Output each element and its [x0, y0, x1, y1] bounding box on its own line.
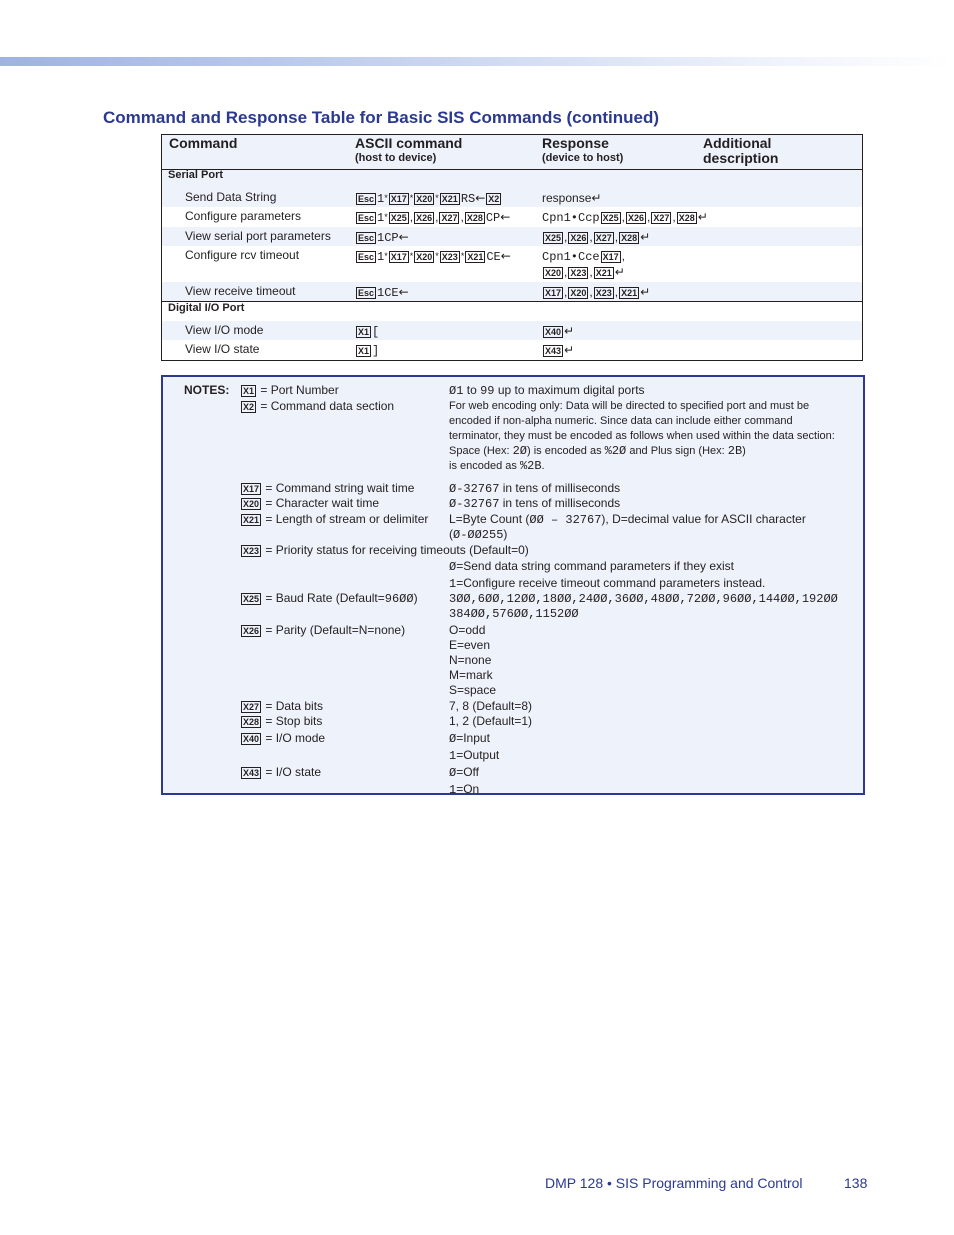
- header-ascii: [355, 136, 462, 166]
- variable-box: X20: [570, 287, 587, 298]
- ascii-command: [355, 323, 379, 340]
- code-text: ]: [372, 344, 380, 358]
- variable-box: X28: [466, 212, 483, 223]
- separator: *: [435, 251, 439, 261]
- left-arrow-icon: ←: [398, 285, 409, 299]
- note-variable-description: = Data bits: [262, 699, 324, 713]
- header-response: [542, 136, 623, 166]
- variable-box: X20: [243, 498, 260, 509]
- plain-text: ,: [614, 285, 619, 299]
- note-variable: [241, 543, 529, 558]
- plain-text: For web encoding only: Data will be directed to specified port and must be: [449, 400, 810, 412]
- variable-box: X17: [545, 287, 562, 298]
- variable-box: X25: [243, 593, 260, 604]
- code-text: Ø-32767: [449, 482, 500, 496]
- note-value-line: [449, 765, 479, 781]
- note-value-line: [449, 714, 532, 729]
- plain-text: ,: [435, 210, 439, 224]
- escape-key: Esc: [358, 232, 375, 243]
- variable-box: X27: [441, 212, 458, 223]
- row-label: View I/O state: [185, 342, 260, 356]
- row-label: Send Data String: [185, 190, 277, 204]
- code-text: Ø: [449, 560, 457, 574]
- note-value-line: [449, 591, 838, 607]
- plain-text: M=mark: [449, 668, 493, 682]
- row-label: Configure rcv timeout: [185, 248, 300, 262]
- return-arrow-icon: ↵: [640, 230, 651, 244]
- plain-text: E=even: [449, 638, 491, 652]
- variable-box: X1: [358, 345, 370, 356]
- plain-text: is encoded as: [449, 460, 520, 472]
- separator: *: [384, 251, 388, 261]
- code-text: 1: [377, 211, 385, 225]
- variable-box: X17: [390, 251, 407, 262]
- notes-heading: NOTES:: [184, 383, 230, 397]
- code-text: Cpn1•Cce: [542, 250, 600, 264]
- variable-box: X27: [595, 232, 612, 243]
- variable-box: X21: [441, 193, 458, 204]
- note-value-line: [449, 559, 734, 575]
- variable-box: X21: [595, 267, 612, 278]
- plain-text: Space (Hex:: [449, 445, 513, 457]
- note-value-line: [449, 383, 645, 399]
- section-serial-port: Serial Port: [168, 169, 224, 181]
- separator: *: [384, 193, 388, 203]
- variable-box: X23: [441, 251, 458, 262]
- variable-box: X2: [488, 193, 500, 204]
- return-arrow-icon: ↵: [564, 324, 575, 338]
- note-value-line: [449, 576, 765, 592]
- note-value-line: [449, 414, 793, 429]
- code-text: Ø: [449, 732, 457, 746]
- variable-box: X26: [243, 625, 260, 636]
- note-variable: [241, 714, 322, 729]
- ascii-command: [355, 209, 510, 226]
- plain-text: ,: [564, 265, 568, 279]
- variable-box: X43: [243, 767, 260, 778]
- note-variable: [241, 623, 405, 638]
- plain-text: ,: [409, 210, 414, 224]
- note-value-line: [449, 444, 746, 459]
- plain-text: ,: [589, 230, 593, 244]
- note-value-line: [449, 748, 499, 764]
- response: [542, 323, 574, 339]
- row-label: View I/O mode: [185, 323, 264, 337]
- variable-box: X26: [627, 212, 644, 223]
- note-value-line: [449, 623, 485, 638]
- plain-text: N=none: [449, 653, 492, 667]
- escape-key: Esc: [358, 193, 375, 204]
- separator: *: [460, 251, 465, 261]
- ascii-command: [355, 284, 409, 301]
- code-text: 99: [480, 384, 495, 398]
- header-additional-line2: description: [703, 150, 779, 166]
- code-text: 2B: [727, 444, 743, 458]
- row-label: View receive timeout: [185, 284, 296, 298]
- plain-text: =Input: [456, 731, 490, 745]
- code-text: 1: [449, 749, 457, 763]
- note-variable-description: = Priority status for receiving timeouts (Default=0): [262, 543, 529, 557]
- note-variable-description: = Stop bits: [262, 714, 323, 728]
- variable-box: X43: [545, 345, 562, 356]
- plain-text: =Off: [456, 765, 479, 779]
- code-text: 384ØØ,576ØØ,1152ØØ: [449, 607, 579, 621]
- note-variable-description: = Port Number: [257, 383, 339, 397]
- table-row: [162, 207, 862, 227]
- plain-text: to: [463, 383, 481, 397]
- note-value-line: [449, 731, 490, 747]
- variable-box: X2: [243, 401, 255, 412]
- note-value-line: [449, 481, 620, 497]
- note-value-line: [449, 653, 491, 668]
- variable-box: X40: [243, 733, 260, 744]
- plain-text: 7, 8 (Default=8): [449, 699, 533, 713]
- plain-text: ): [413, 591, 418, 605]
- plain-text: ,: [589, 285, 593, 299]
- code-text: 1: [377, 250, 385, 264]
- variable-box: X23: [595, 287, 612, 298]
- section-row: [162, 302, 862, 321]
- table-row: [162, 282, 862, 301]
- plain-text: in tens of milliseconds: [499, 496, 621, 510]
- plain-text: response: [542, 191, 592, 205]
- note-variable: [241, 481, 414, 496]
- plain-text: ,: [646, 210, 651, 224]
- variable-box: X28: [678, 212, 695, 223]
- code-text: [: [372, 325, 380, 339]
- variable-box: X17: [390, 193, 407, 204]
- variable-box: X23: [243, 545, 260, 556]
- note-variable: [241, 591, 418, 607]
- left-arrow-icon: ←: [500, 249, 511, 263]
- code-text: CE: [486, 250, 501, 264]
- variable-box: X26: [570, 232, 587, 243]
- note-value-line: [449, 399, 809, 414]
- note-variable-description: = Baud Rate (Default=: [262, 591, 385, 605]
- plain-text: encoded if non-alpha numeric. Since data can include either command: [449, 415, 793, 427]
- separator: *: [409, 251, 414, 261]
- header-additional-line1: Additional: [703, 135, 772, 151]
- escape-key: Esc: [358, 251, 375, 262]
- left-arrow-icon: ←: [475, 191, 486, 205]
- plain-text: (: [449, 527, 453, 541]
- note-variable-description: = Length of stream or delimiter: [262, 512, 429, 526]
- code-text: %2B: [519, 459, 542, 473]
- section-digital-io-port: Digital I/O Port: [168, 302, 245, 314]
- footer-document-title: DMP 128 • SIS Programming and Control: [545, 1175, 803, 1191]
- plain-text: =On: [456, 782, 480, 796]
- table-row: [162, 340, 862, 360]
- separator: *: [435, 193, 439, 203]
- code-text: Ø-ØØ255: [453, 528, 504, 542]
- plain-text: ,: [621, 249, 625, 263]
- code-text: 1CE: [377, 286, 399, 300]
- table-header: [162, 135, 862, 170]
- variable-box: X21: [467, 251, 484, 262]
- note-variable-description: = I/O state: [262, 765, 322, 779]
- note-value-line: [449, 782, 479, 798]
- response: [542, 209, 708, 226]
- return-arrow-icon: ↵: [564, 343, 575, 357]
- plain-text: ,: [614, 230, 619, 244]
- note-variable-description: = Command string wait time: [262, 481, 415, 495]
- plain-text: 1, 2 (Default=1): [449, 714, 533, 728]
- plain-text: terminator, they must be encoded as follows when used within the data section:: [449, 430, 835, 442]
- response: [542, 284, 650, 300]
- plain-text: in tens of milliseconds: [499, 481, 621, 495]
- note-variable-description: = Parity (Default=N=none): [262, 623, 406, 637]
- plain-text: L=Byte Count (: [449, 512, 530, 526]
- ascii-command: [355, 248, 511, 265]
- plain-text: ): [742, 445, 746, 457]
- code-text: Ø1: [449, 384, 464, 398]
- plain-text: ,: [672, 210, 676, 224]
- table-row: [162, 246, 862, 282]
- left-arrow-icon: ←: [500, 210, 511, 224]
- header-response-sub: (device to host): [542, 152, 624, 164]
- note-value-line: [449, 668, 493, 683]
- variable-box: X17: [602, 251, 619, 262]
- notes-box: [161, 375, 865, 795]
- variable-box: X20: [416, 193, 433, 204]
- code-text: %2Ø: [604, 444, 627, 458]
- variable-box: X1: [243, 385, 255, 396]
- code-text: 1: [377, 192, 385, 206]
- variable-box: X28: [621, 232, 638, 243]
- escape-key: Esc: [358, 212, 375, 223]
- note-value-line: [449, 683, 496, 698]
- plain-text: =Send data string command parameters if they exist: [456, 559, 735, 573]
- code-text: 96ØØ: [384, 592, 414, 606]
- header-additional: [703, 136, 778, 166]
- note-value-line: [449, 496, 620, 512]
- plain-text: ,: [589, 265, 593, 279]
- table-row: [162, 188, 862, 207]
- note-value-line: [449, 512, 806, 528]
- plain-text: O=odd: [449, 623, 486, 637]
- row-label: View serial port parameters: [185, 229, 331, 243]
- header-ascii-title: ASCII command: [355, 135, 463, 151]
- code-text: 1CP: [377, 231, 399, 245]
- note-variable: [241, 383, 339, 398]
- variable-box: X20: [416, 251, 433, 262]
- return-arrow-icon: ↵: [614, 265, 625, 279]
- return-arrow-icon: ↵: [697, 210, 708, 224]
- return-arrow-icon: ↵: [591, 191, 602, 205]
- response: [542, 229, 650, 245]
- plain-text: ,: [460, 210, 464, 224]
- ascii-command: [355, 342, 379, 359]
- left-arrow-icon: ←: [398, 230, 409, 244]
- note-variable: [241, 512, 428, 527]
- footer-page-number: 138: [844, 1175, 868, 1191]
- note-variable: [241, 699, 323, 714]
- variable-box: X25: [545, 232, 562, 243]
- response: [542, 342, 574, 358]
- plain-text: S=space: [449, 683, 497, 697]
- variable-box: X21: [621, 287, 638, 298]
- plain-text: and Plus sign (Hex:: [626, 445, 728, 457]
- code-text: 2Ø: [512, 444, 527, 458]
- variable-box: X20: [545, 267, 562, 278]
- separator: *: [384, 212, 388, 222]
- table-row: [162, 321, 862, 340]
- plain-text: up to maximum digital ports: [494, 383, 645, 397]
- page-title: Command and Response Table for Basic SIS Commands (continued): [103, 108, 660, 127]
- response: [542, 190, 601, 206]
- table-row: [162, 227, 862, 246]
- plain-text: ) is encoded as: [527, 445, 605, 457]
- note-value-line: [449, 527, 507, 543]
- code-text: Ø: [449, 766, 457, 780]
- variable-box: X40: [545, 326, 562, 337]
- top-gradient-bar: [0, 57, 954, 66]
- response-continued: [542, 264, 625, 280]
- note-variable: [241, 496, 379, 511]
- plain-text: ): [503, 527, 508, 541]
- response: [542, 248, 625, 265]
- header-command: Command: [169, 135, 238, 151]
- header-ascii-sub: (host to device): [355, 152, 437, 164]
- note-variable-description: = Character wait time: [262, 496, 380, 510]
- code-text: 3ØØ,6ØØ,12ØØ,18ØØ,24ØØ,36ØØ,48ØØ,72ØØ,96ØØ,144ØØ,192ØØ: [449, 592, 838, 606]
- note-variable: [241, 399, 394, 414]
- ascii-command: [355, 229, 409, 246]
- variable-box: X27: [243, 701, 260, 712]
- escape-key: Esc: [358, 287, 375, 298]
- command-response-table: [161, 134, 863, 361]
- variable-box: X17: [243, 483, 260, 494]
- note-value-line: [449, 429, 835, 444]
- header-response-title: Response: [542, 135, 609, 151]
- variable-box: X27: [653, 212, 670, 223]
- plain-text: ,: [564, 230, 568, 244]
- code-text: Ø-32767: [449, 497, 500, 511]
- variable-box: X1: [358, 326, 370, 337]
- ascii-command: [355, 190, 502, 207]
- return-arrow-icon: ↵: [640, 285, 651, 299]
- note-variable-description: = Command data section: [257, 399, 395, 413]
- note-variable: [241, 765, 321, 780]
- note-variable-description: = I/O mode: [262, 731, 326, 745]
- variable-box: X25: [602, 212, 619, 223]
- plain-text: ), D=decimal value for ASCII character: [601, 512, 806, 526]
- plain-text: .: [541, 460, 545, 472]
- code-text: 1: [449, 577, 457, 591]
- variable-box: X28: [243, 716, 260, 727]
- note-value-line: [449, 699, 532, 714]
- plain-text: ,: [564, 285, 568, 299]
- variable-box: X23: [570, 267, 587, 278]
- note-value-line: [449, 459, 545, 474]
- note-variable: [241, 731, 325, 746]
- code-text: CP: [485, 211, 501, 225]
- note-value-line: [449, 638, 490, 653]
- plain-text: =Configure receive timeout command parameters instead.: [456, 576, 766, 590]
- note-value-line: [449, 606, 579, 622]
- variable-box: X26: [416, 212, 433, 223]
- plain-text: =Output: [456, 748, 500, 762]
- row-label: Configure parameters: [185, 209, 302, 223]
- code-text: Cpn1•Ccp: [542, 211, 600, 225]
- code-text: ØØ – 32767: [529, 513, 602, 527]
- variable-box: X21: [243, 514, 260, 525]
- variable-box: X25: [390, 212, 407, 223]
- separator: *: [409, 193, 414, 203]
- code-text: RS: [460, 192, 476, 206]
- plain-text: ,: [621, 210, 625, 224]
- code-text: 1: [449, 783, 457, 797]
